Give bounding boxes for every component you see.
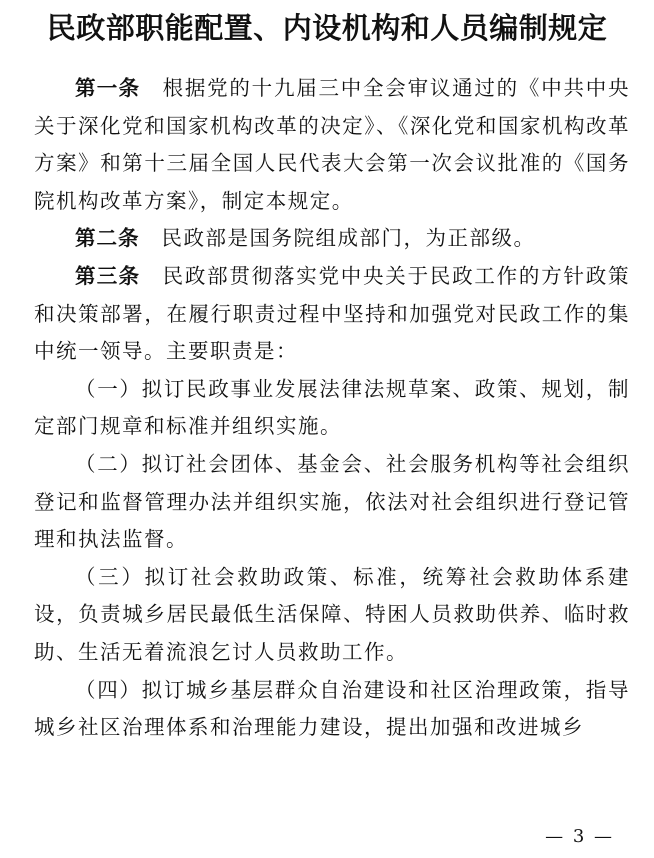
duty-item-1: （一）拟订民政事业发展法律法规草案、政策、规划，制定部门规章和标准并组织实施。 [34,376,630,439]
article-2-heading: 第二条 [75,226,140,251]
article-2-text: 民政部是国务院组成部门，为正部级。 [161,226,536,251]
article-3 [34,258,630,371]
duty-item-3: （三）拟订社会救助政策、标准，统筹社会救助体系建设，负责城乡居民最低生活保障、特困人员救助供养、临时救助、生活无着流浪乞讨人员救助工作。 [34,564,630,664]
document-title: 民政部职能配置、内设机构和人员编制规定 [46,11,608,45]
duty-item-4: （四）拟订城乡基层群众自治建设和社区治理政策，指导城乡社区治理体系和治理能力建设，提出加强和改进城乡 [34,677,630,740]
article-2 [34,220,630,258]
article-3-text: 民政部贯彻落实党中央关于民政工作的方针政策和决策部署，在履行职责过程中坚持和加强党对民政工作的集中统一领导。主要职责是： [34,263,631,364]
document-body [34,70,630,747]
page-number: — 3 — [545,826,614,847]
article-1 [34,70,630,220]
article-1-heading: 第一条 [75,76,141,100]
article-3-heading: 第三条 [75,263,141,288]
article-1-text: 根据党的十九届三中全会审议通过的《中共中央关于深化党和国家机构改革的决定》、《深化党和国家机构改革方案》和第十三届全国人民代表大会第一次会议批准的《国务院机构改革方案》，制定本规定。 [34,76,631,213]
duty-item-2: （二）拟订社会团体、基金会、社会服务机构等社会组织登记和监督管理办法并组织实施，依法对社会组织进行登记管理和执法监督。 [34,451,630,552]
